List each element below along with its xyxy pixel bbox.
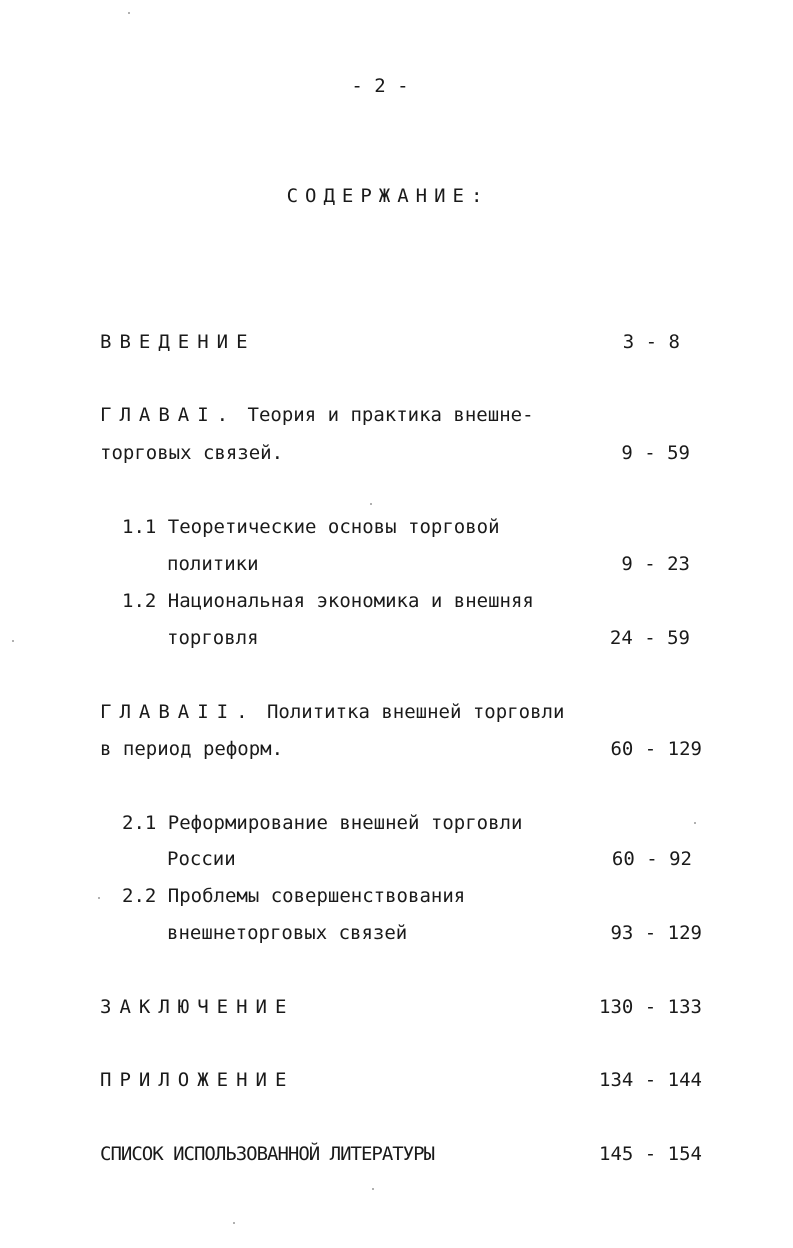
chapter1-title-row [100,403,534,427]
scan-speck [370,503,372,505]
scan-speck [372,1188,374,1190]
chapter1-title-line1: Теория и практика внешне- [247,404,534,426]
section-2-1-pages: 60 - 92 [611,848,692,870]
appendix-pages: 134 - 144 [599,1069,702,1091]
intro-pages: 3 - 8 [622,331,680,353]
section-2-1-line1: Реформирование внешней торговли [167,812,523,834]
page-number: - 2 - [351,75,409,97]
section-2-2-row [122,884,465,908]
appendix-label: ПРИЛОЖЕНИЕ [100,1069,295,1091]
section-1-2-num: 1.2 [122,590,157,612]
section-2-2-num: 2.2 [122,885,157,907]
section-1-2-pages: 24 - 59 [609,627,690,649]
bibliography-label: СПИСОК ИСПОЛЬЗОВАННОЙ ЛИТЕРАТУРЫ [100,1143,435,1165]
section-1-1-pages: 9 - 23 [621,553,690,575]
section-2-2-pages: 93 - 129 [610,922,702,944]
section-1-2-row [122,589,534,613]
section-1-1-line1: Теоретические основы торговой [167,516,500,538]
section-2-1-row [122,811,522,835]
section-2-2-line1: Проблемы совершенствования [167,885,466,907]
section-1-1-line2: политики [167,553,259,575]
intro-label: ВВЕДЕНИЕ [100,331,256,353]
chapter1-pages: 9 - 59 [621,442,690,464]
chapter2-title-line2: в период реформ. [100,738,284,760]
scan-speck [98,897,100,899]
scan-speck [233,1222,235,1224]
section-2-1-num: 2.1 [122,812,157,834]
toc-title: СОДЕРЖАНИЕ: [286,185,490,207]
section-1-1-num: 1.1 [122,516,157,538]
section-1-2-line1: Национальная экономика и внешняя [167,590,534,612]
scan-speck [128,12,130,14]
chapter2-pages: 60 - 129 [610,738,702,760]
section-1-1-row [122,515,500,539]
scan-speck [12,640,14,642]
chapter2-title-line1: Полититка внешней торговли [266,701,565,723]
chapter1-heading: ГЛАВАI. [100,404,237,426]
conclusion-label: ЗАКЛЮЧЕНИЕ [100,996,295,1018]
scan-speck [694,822,696,824]
chapter2-heading: ГЛАВАII. [100,701,256,723]
bibliography-pages: 145 - 154 [599,1143,702,1165]
section-1-2-line2: торговля [167,627,259,649]
conclusion-pages: 130 - 133 [599,996,702,1018]
section-2-2-line2: внешнеторговых связей [167,922,408,944]
chapter2-title-row [100,700,564,724]
chapter1-title-line2: торговых связей. [100,442,284,464]
section-2-1-line2: России [167,848,236,870]
